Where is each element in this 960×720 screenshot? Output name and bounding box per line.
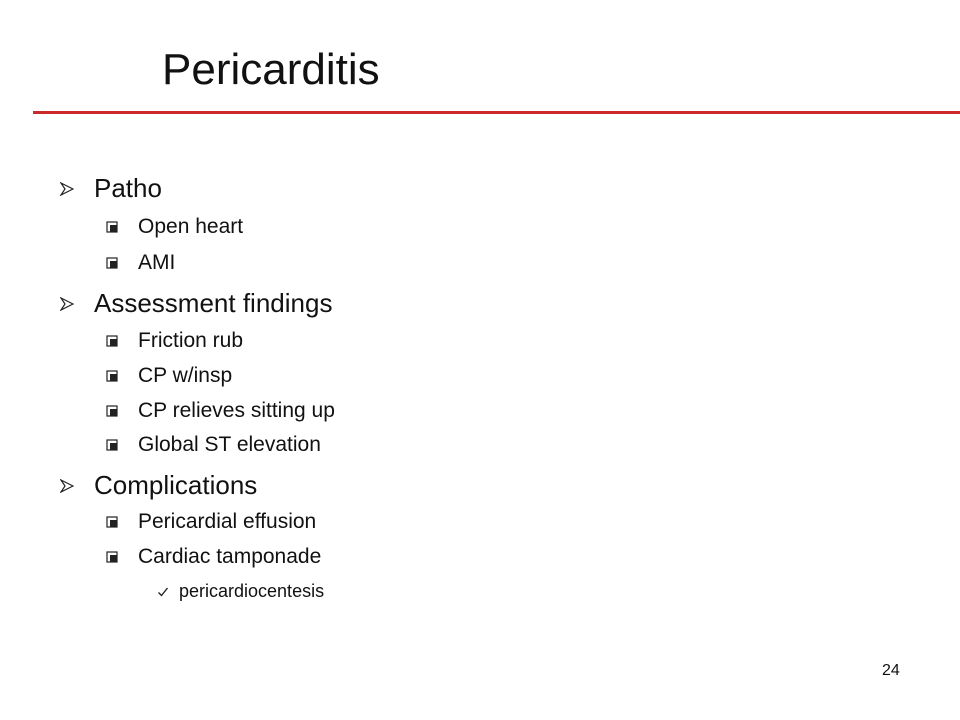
square-bullet-icon — [106, 370, 138, 382]
list-item-label: Cardiac tamponade — [138, 545, 322, 568]
section-heading-label: Assessment findings — [94, 288, 333, 318]
list-item-label: CP relieves sitting up — [138, 399, 335, 422]
list-item — [106, 433, 321, 457]
list-item-label: Pericardial effusion — [138, 510, 317, 533]
arrow-bullet-icon — [60, 182, 94, 196]
arrow-bullet-icon — [60, 297, 94, 311]
section-heading-complications — [60, 470, 257, 501]
section-heading-label: Complications — [94, 470, 258, 500]
square-bullet-icon — [106, 551, 138, 563]
title-underline — [33, 111, 960, 114]
list-item — [106, 215, 243, 239]
slide-title: Pericarditis — [162, 45, 380, 94]
list-item — [106, 510, 316, 534]
arrow-bullet-icon — [60, 479, 94, 493]
list-item-label: AMI — [138, 251, 176, 274]
list-item-label: CP w/insp — [138, 364, 233, 387]
square-bullet-icon — [106, 405, 138, 417]
square-bullet-icon — [106, 335, 138, 347]
checkmark-icon — [157, 586, 179, 598]
square-bullet-icon — [106, 221, 138, 233]
list-item-label: Global ST elevation — [138, 433, 321, 456]
list-item — [106, 251, 175, 275]
square-bullet-icon — [106, 439, 138, 451]
list-item-label: Friction rub — [138, 329, 244, 352]
square-bullet-icon — [106, 257, 138, 269]
list-item — [106, 545, 321, 569]
list-item-label: Open heart — [138, 215, 244, 238]
section-heading-assessment — [60, 288, 332, 319]
section-heading-patho — [60, 173, 162, 204]
list-item — [106, 364, 232, 388]
list-item — [106, 399, 335, 423]
page-number: 24 — [882, 662, 900, 679]
square-bullet-icon — [106, 516, 138, 528]
list-item — [106, 329, 243, 353]
sub-list-item — [157, 581, 324, 602]
sub-list-item-label: pericardiocentesis — [179, 581, 325, 601]
section-heading-label: Patho — [94, 173, 162, 203]
